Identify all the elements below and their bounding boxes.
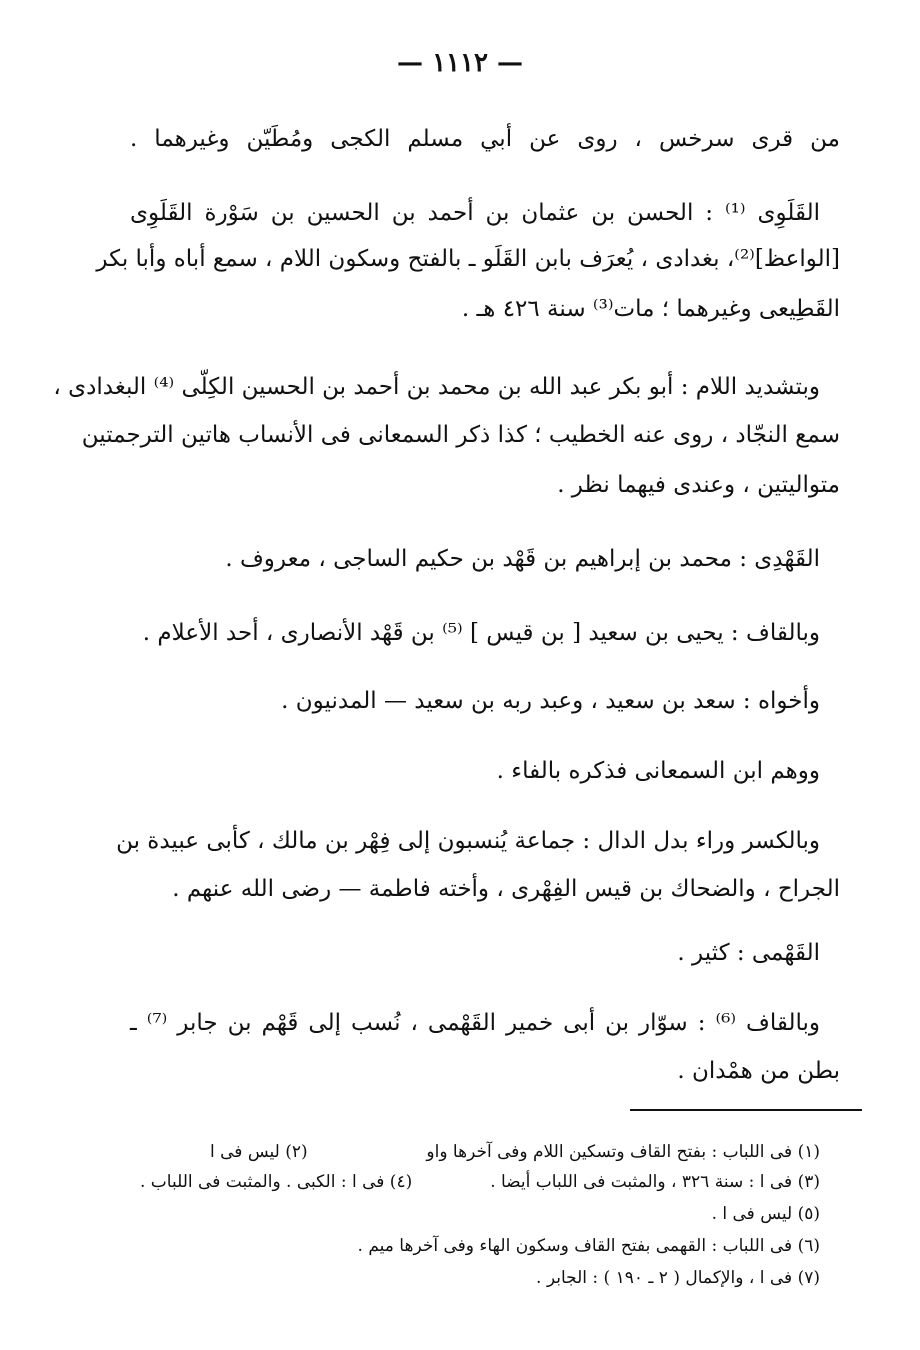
footnote-1: (١) فى اللباب : بفتح القاف وتسكين اللام وفى آخرها واو (426, 1142, 820, 1162)
entry-heading-line: القَلَوِى ⁽¹⁾ : الحسن بن عثمان بن أحمد بن الحسين بن سَوْرة القَلَوِى (130, 200, 820, 226)
text-line: القَطِيعى وغيرهما ؛ مات⁽³⁾ سنة ٤٢٦ هـ . (461, 296, 840, 322)
text-line: متواليتين ، وعندى فيهما نظر . (557, 472, 840, 498)
footnote-row (100, 1140, 820, 1164)
text-line: وبالقاف ⁽⁶⁾ : سوّار بن أبى خمير القَهْمى ، نُسب إلى قَهْم بن جابر ⁽⁷⁾ ـ (130, 1010, 820, 1036)
text-line: وبالكسر وراء بدل الدال : جماعة يُنسبون إلى فِهْر بن مالك ، كأبى عبيدة بن (116, 828, 820, 854)
text-line: سمع النجّاد ، روى عنه الخطيب ؛ كذا ذكر السمعانى فى الأنساب هاتين الترجمتين (81, 422, 840, 448)
footnote-7: (٧) فى ا ، والإكمال ( ٢ ـ ١٩٠ ) : الجابر . (536, 1268, 820, 1288)
text-line: وبتشديد اللام : أبو بكر عبد الله بن محمد بن أحمد بن الحسين الكِلّى ⁽⁴⁾ البغدادى ، (53, 374, 820, 400)
footnote-divider (630, 1109, 862, 1111)
entry-heading-line: القَهْمى : كثير . (677, 940, 820, 966)
footnote-6: (٦) فى اللباب : القهمى بفتح القاف وسكون الهاء وفى آخرها ميم . (357, 1236, 820, 1256)
footnote-4: (٤) فى ا : الكبى . والمثبت فى اللباب . (140, 1172, 413, 1192)
entry-heading-line: القَهْدِى : محمد بن إبراهيم بن قَهْد بن حكيم الساجى ، معروف . (225, 546, 820, 572)
footnote-5: (٥) ليس فى ا . (711, 1204, 820, 1224)
page-number: — ١١١٢ — (397, 48, 523, 78)
text-line: ووهم ابن السمعانى فذكره بالفاء . (496, 758, 820, 784)
text-line: الجراح ، والضحاك بن قيس الفِهْرى ، وأخته فاطمة — رضى الله عنهم . (172, 876, 840, 902)
footnote-row (100, 1170, 820, 1194)
text-line: بطن من همْدان . (677, 1058, 840, 1084)
text-line: وأخواه : سعد بن سعيد ، وعبد ربه بن سعيد — المدنيون . (281, 688, 820, 714)
text-line: من قرى سرخس ، روى عن أبي مسلم الكجى ومُطَيّن وغيرهما . (130, 126, 840, 152)
footnote-3: (٣) فى ا : سنة ٣٢٦ ، والمثبت فى اللباب أيضا . (490, 1172, 820, 1192)
text-line: [الواعظ]⁽²⁾، بغدادى ، يُعرَف بابن القَلَو ـ بالفتح وسكون اللام ، سمع أباه وأبا بكر (96, 246, 840, 272)
footnote-2: (٢) ليس فى ا (210, 1142, 308, 1162)
text-line: وبالقاف : يحيى بن سعيد [ بن قيس ] ⁽⁵⁾ بن قَهْد الأنصارى ، أحد الأعلام . (142, 620, 820, 646)
